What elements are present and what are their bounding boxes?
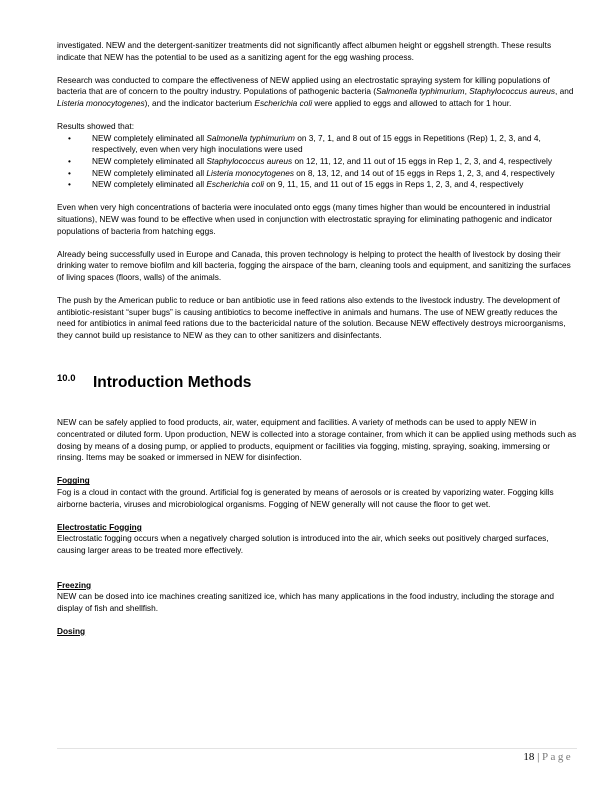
footer-separator: | — [537, 751, 540, 763]
section-heading — [57, 373, 577, 395]
list-item: • NEW completely eliminated all Staphylococcus aureus on 12, 11, 12, and 11 out of 15 eggs in Rep 1, 2, 3, and 4, respectively — [68, 155, 552, 166]
results-list — [57, 133, 577, 191]
subsection-heading: Freezing — [57, 579, 92, 590]
bullet-icon: • — [68, 167, 71, 178]
subsection-electrostatic-fogging — [57, 522, 577, 557]
footer-divider — [57, 748, 577, 749]
section-title: Introduction Methods — [93, 374, 252, 392]
page-number: 18 — [523, 751, 535, 763]
paragraph-high-concentrations: Even when very high concentrations of bacteria were inoculated onto eggs (many times higher than would be encountered in industrial situations), NEW was found to be effective when used in conjunction with electrostatic spraying for eliminating pathogenic and indicator populations of bacteria from hatching eggs. — [57, 202, 553, 236]
list-item: • NEW completely eliminated all Listeria monocytogenes on 8, 13, 12, and 14 out of 15 eggs in Reps 1, 2, 3, and 4, respectively — [68, 167, 555, 178]
list-item: • NEW completely eliminated all Salmonella typhimurium on 3, 7, 1, and 8 out of 15 eggs in Repetitions (Rep) 1, 2, 3, and 4, respectively, even when very high inoculations were used — [68, 132, 541, 155]
subsection-heading: Fogging — [57, 475, 90, 486]
page-footer — [523, 751, 573, 763]
section-number: 10.0 — [57, 373, 76, 385]
subsection-body: NEW can be dosed into ice machines creating sanitized ice, which has many applications in the food industry, including the storage and display of fish and shellfish. — [57, 591, 555, 613]
bullet-icon: • — [68, 179, 71, 190]
paragraph-electrostatic-research: Research was conducted to compare the effectiveness of NEW applied using an electrostatic spraying system for killing populations of bacteria that are of concern to the poultry industry. Populations of pathogenic bacteria (Salmonella typhimurium, Staphylococcus aureus, and Listeria monocytogenes), and the indicator bacterium Escherichia coli were applied to eggs and allowed to attach for 1 hour. — [57, 74, 574, 108]
paragraph-europe-canada: Already being successfully used in Europe and Canada, this proven technology is helping to protect the health of livestock by dosing their drinking water to remove biofilm and kill bacteria, fogging the airspace of the barn, cleaning tools and equipment, and sanitizing the surfaces of living spaces (floors, walls) of the animals. — [57, 248, 571, 282]
subsection-body: Fog is a cloud in contact with the ground. Artificial fog is generated by means of aerosols or is created by vaporizing water. Fogging kills airborne bacteria, viruses and microbiological organisms. Fogging of NEW generally will not cause the floor to get wet. — [57, 487, 554, 509]
results-intro: Results showed that: — [57, 121, 135, 132]
bullet-icon: • — [68, 132, 71, 143]
paragraph-egg-washing: investigated. NEW and the detergent-sanitizer treatments did not significantly affect albumen height or eggshell strength. These results indicate that NEW has the potential to be used as a sanitizing agent for the egg washing process. — [57, 40, 552, 62]
paragraph-antibiotics: The push by the American public to reduce or ban antibiotic use in feed rations also extends to the livestock industry. The development of antibiotic-resistant “super bugs” is causing antibiotics to become ineffective in animals and humans. The use of NEW greatly reduces the need for antibiotics in animal feed rations due to the bactericidal nature of the solution. Because NEW effectively destroys microorganisms, they cannot build up resistance to NEW as they can to other sanitizers and disinfectants. — [57, 295, 566, 340]
subsection-body: Electrostatic fogging occurs when a negatively charged solution is introduced into the air, which seeks out positively charged surfaces, causing larger areas to be treated more effectively. — [57, 533, 549, 555]
subsection-heading: Electrostatic Fogging — [57, 521, 142, 532]
list-item: • NEW completely eliminated all Escherichia coli on 9, 11, 15, and 11 out of 15 eggs in Reps 1, 2, 3, and 4, respectively — [68, 179, 524, 190]
paragraph-section-intro: NEW can be safely applied to food products, air, water, equipment and facilities. A variety of methods can be used to apply NEW in concentrated or diluted form. Upon production, NEW is collected into a storage container, from which it can be applied using methods such as dosing by means of a dosing pump, or applied to products, equipment or facilities via fogging, misting, spraying, soaking, immersing or rinsing. Items may be soaked or immersed in NEW for disinfection. — [57, 417, 577, 463]
subsection-heading: Dosing — [57, 625, 86, 636]
subsection-freezing — [57, 580, 577, 615]
page-label: Page — [542, 751, 573, 763]
bullet-icon: • — [68, 155, 71, 166]
subsection-fogging — [57, 475, 577, 510]
document-page — [57, 40, 577, 638]
subsection-dosing — [57, 626, 577, 638]
